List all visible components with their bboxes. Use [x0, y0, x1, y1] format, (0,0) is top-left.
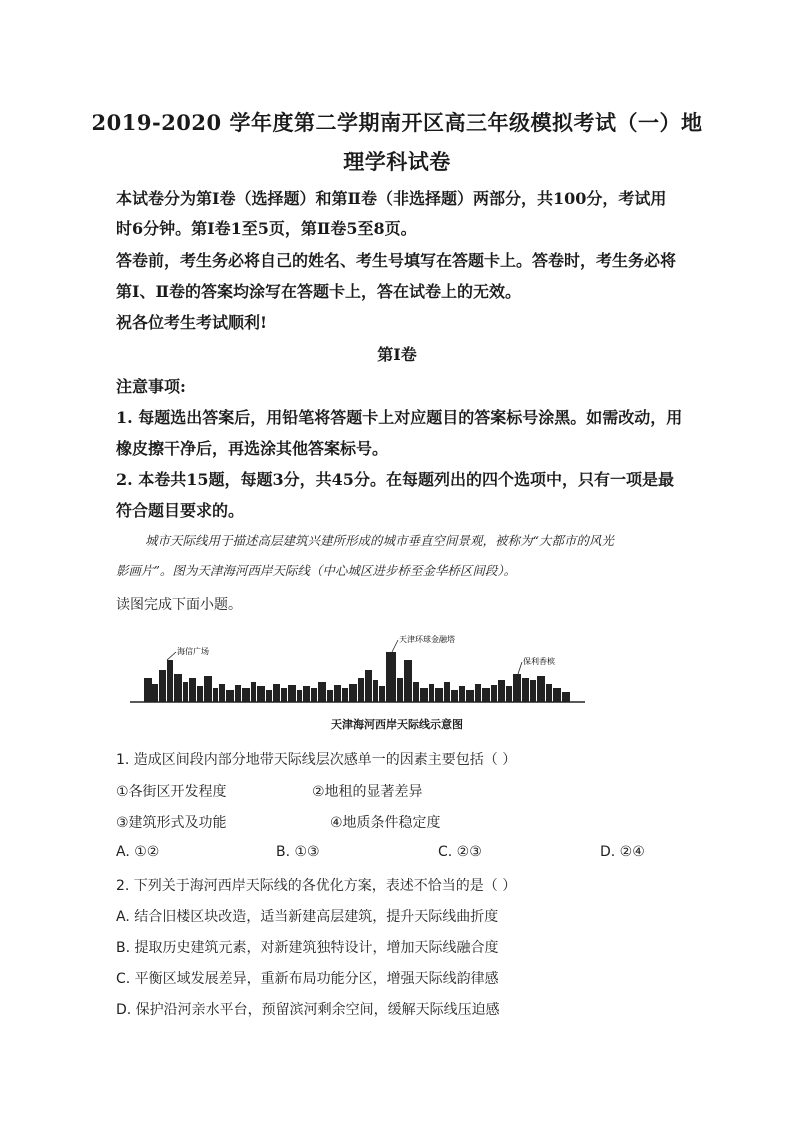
q1-option-a: A. ①②	[116, 844, 160, 860]
q2-stem: 2. 下列关于海河西岸天际线的各优化方案，表述不恰当的是（ ）	[116, 878, 517, 894]
q1-option-c: C. ②③	[438, 844, 482, 860]
leader-line-right	[518, 662, 522, 674]
note-2-line1: 2. 本卷共15题，每题3分，共45分。在每题列出的四个选项中，只有一项是最	[116, 470, 674, 489]
notice-p2-line2: 第Ⅰ、Ⅱ卷的答案均涂写在答题卡上，答在试卷上的无效。	[116, 282, 521, 301]
q2-option-c: C. 平衡区域发展差异，重新布局功能分区，增强天际线韵律感	[116, 971, 499, 987]
notice-p1-line1: 本试卷分为第Ⅰ卷（选择题）和第Ⅱ卷（非选择题）两部分，共100分，考试用	[116, 189, 667, 208]
q1-statement-1: ①各街区开发程度	[116, 784, 227, 800]
q2-option-b: B. 提取历史建筑元素，对新建筑独特设计，增加天际线融合度	[116, 940, 499, 956]
skyline-buildings	[144, 652, 570, 702]
label-poly-champagne: 保利香槟	[523, 657, 555, 666]
exam-title-line2: 理学科试卷	[343, 149, 451, 174]
section-title: 第Ⅰ卷	[377, 345, 417, 364]
q1-statement-3: ③建筑形式及功能	[116, 815, 227, 831]
notice-p3: 祝各位考生考试顺利!	[116, 313, 268, 332]
attention-heading: 注意事项:	[116, 377, 186, 396]
notice-p1-line2: 时6分钟。第Ⅰ卷1至5页，第Ⅱ卷5至8页。	[116, 219, 417, 238]
q2-option-a: A. 结合旧楼区块改造，适当新建高层建筑，提升天际线曲折度	[116, 909, 499, 925]
figure-caption: 天津海河西岸天际线示意图	[331, 718, 463, 731]
leader-line-left	[167, 652, 176, 660]
exam-title-line1: 2019-2020 学年度第二学期南开区高三年级模拟考试（一）地	[91, 110, 703, 135]
intro-line2: 影画片”。图为天津海河西岸天际线（中心城区进步桥至金华桥区间段）。	[116, 563, 517, 578]
read-instruction: 读图完成下面小题。	[116, 597, 242, 613]
label-global-financial-tower: 天津环球金融塔	[399, 635, 455, 644]
leader-line-mid	[392, 640, 398, 652]
label-haixin-plaza: 海信广场	[177, 647, 209, 656]
skyline-figure	[130, 630, 590, 710]
q1-option-d: D. ②④	[600, 844, 645, 860]
q1-statement-2: ②地租的显著差异	[312, 784, 423, 800]
q1-stem: 1. 造成区间段内部分地带天际线层次感单一的因素主要包括（ ）	[116, 752, 517, 768]
intro-line1: 城市天际线用于描述高层建筑兴建所形成的城市垂直空间景观，被称为“大都市的风光	[145, 533, 614, 548]
q2-option-d: D. 保护沿河亲水平台，预留滨河剩余空间，缓解天际线压迫感	[116, 1002, 500, 1018]
q1-statement-4: ④地质条件稳定度	[330, 815, 441, 831]
notice-p2-line1: 答卷前，考生务必将自己的姓名、考生号填写在答题卡上。答卷时，考生务必将	[116, 251, 677, 270]
q1-option-b: B. ①③	[276, 844, 320, 860]
note-1-line1: 1. 每题选出答案后，用铅笔将答题卡上对应题目的答案标号涂黑。如需改动，用	[116, 408, 683, 427]
note-1-line2: 橡皮擦干净后，再选涂其他答案标号。	[116, 439, 389, 458]
note-2-line2: 符合题目要求的。	[116, 501, 245, 520]
